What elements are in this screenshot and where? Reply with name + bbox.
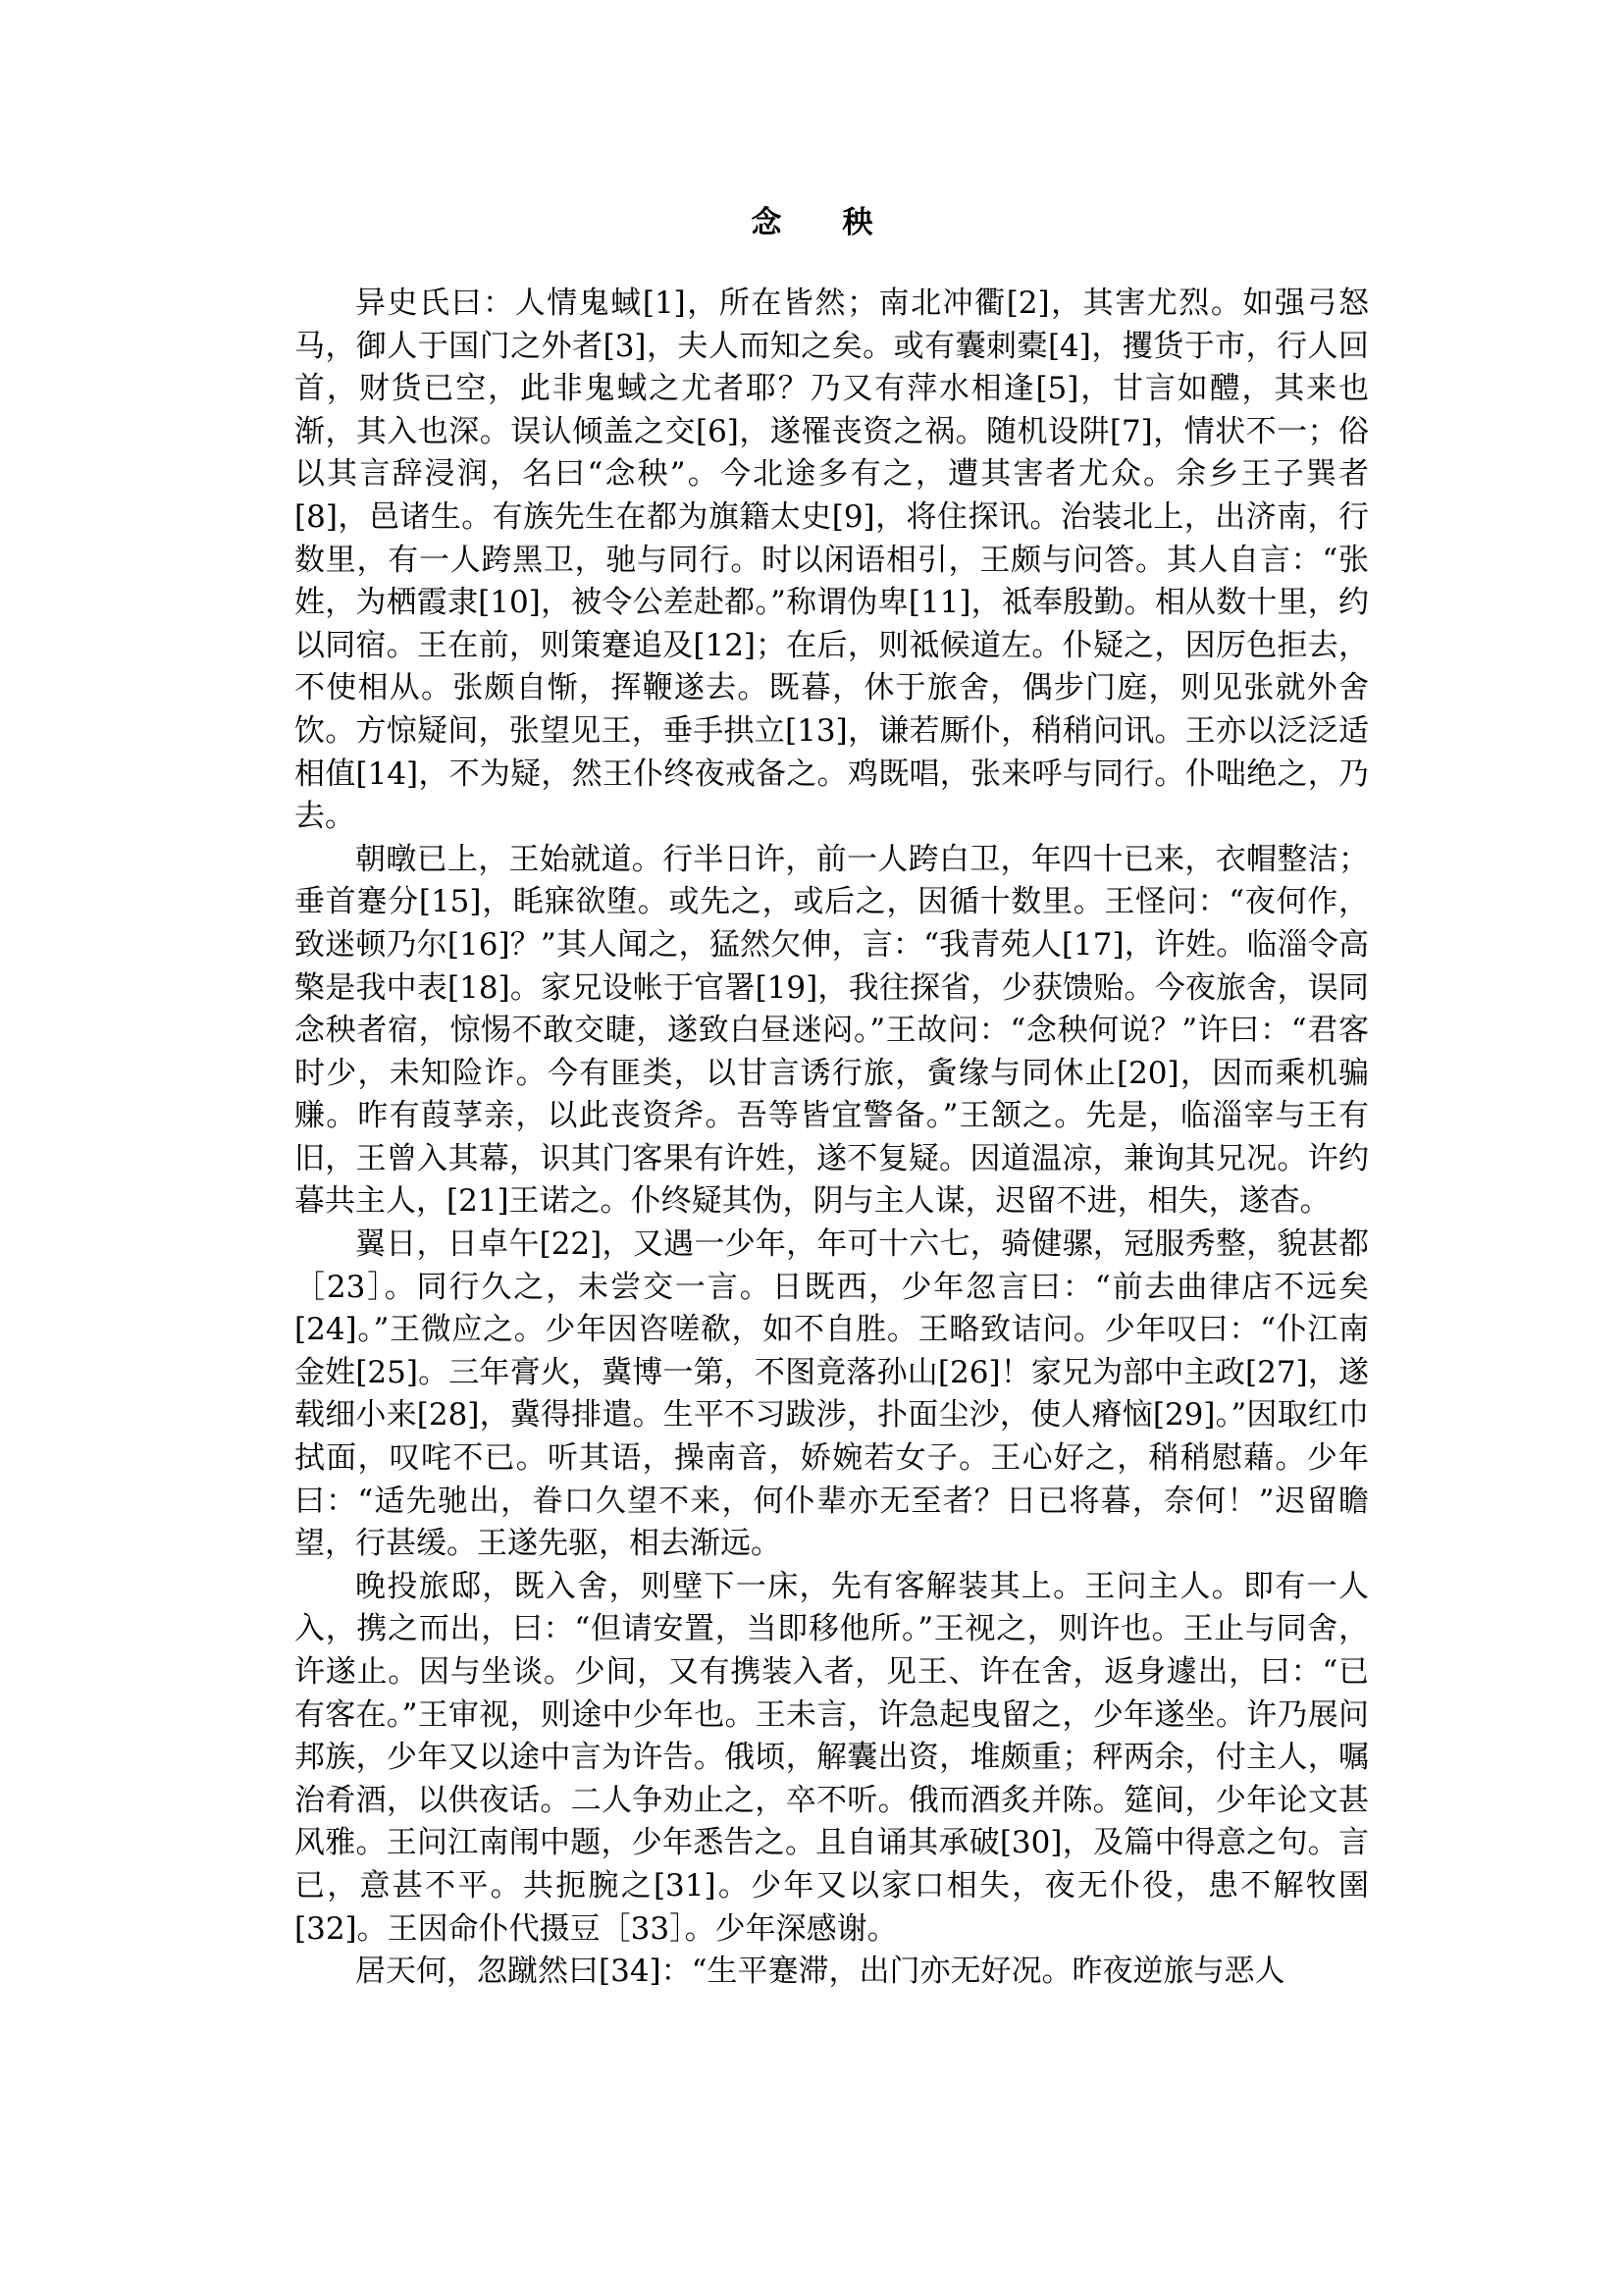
title-char-2: 秧 [842,205,873,240]
paragraph: 晚投旅邸，既入舍，则壁下一床，先有客解装其上。王问主人。即有一人入，携之而出，曰：“但请安置，当即移他所。”王视之，则许也。王止与同舍，许遂止。因与坐谈。少间，又有携装入者，见王、许在舍，返身遽出，曰：“已有客在。”王审视，则途中少年也。王未言，许急起曳留之，少年遂坐。许乃展问邦族，少年又以途中言为许告。俄顷，解囊出资，堆颇重；秤两余，付主人，嘱治肴酒，以供夜话。二人争劝止之，卒不听。俄而酒炙并陈。筵间，少年论文甚风雅。王问江南闱中题，少年悉告之。且自诵其承破[30]，及篇中得意之句。言已，意甚不平。共扼腕之[31]。少年又以家口相失，夜无仆役，患不解牧圉[32]。王因命仆代摄豆［33］。少年深感谢。 [294,1568,1369,1947]
page-title [0,199,1624,246]
paragraph: 翼日，日卓午[22]，又遇一少年，年可十六七，骑健骡，冠服秀整，貌甚都［23］。同行久之，未尝交一言。日既西，少年忽言曰：“前去曲律店不远矣[24]。”王微应之。少年因咨嗟欷，如不自胜。王略致诘问。少年叹曰：“仆江南金姓[25]。三年膏火，冀博一第，不图竟落孙山[26]！家兄为部中主政[27]，遂载细小来[28]，冀得排遣。生平不习跋涉，扑面尘沙，使人瘠恼[29]。”因取红巾拭面，叹咤不已。听其语，操南音，娇婉若女子。王心好之，稍稍慰藉。少年曰：“适先驰出，眷口久望不来，何仆辈亦无至者？日已将暮，奈何！”迟留瞻望，行甚缓。王遂先驱，相去渐远。 [294,1226,1369,1562]
paragraph: 居天何，忽蹴然曰[34]：“生平蹇滞，出门亦无好况。昨夜逆旅与恶人 [355,1954,1285,1990]
paragraph: 朝暾已上，王始就道。行半日许，前一人跨白卫，年四十已来，衣帽整洁；垂首蹇分[15]，眊寐欲堕。或先之，或后之，因循十数里。王怪问：“夜何作，致迷顿乃尔[16]？”其人闻之，猛然欠伸，言：“我青苑人[17]，许姓。临淄令高檠是我中表[18]。家兄设帐于官署[19]，我往探省，少获馈贻。今夜旅舍，误同念秧者宿，惊惕不敢交睫，遂致白昼迷闷。”王故问：“念秧何说？”许曰：“君客时少，未知险诈。今有匪类，以甘言诱行旅，夤缘与同休止[20]，因而乘机骗赚。昨有葭莩亲，以此丧资斧。吾等皆宜警备。”王颔之。先是，临淄宰与王有旧，王曾入其幕，识其门客果有许姓，遂不复疑。因道温凉，兼询其兄况。许约暮共主人，[21]王诺之。仆终疑其伪，阴与主人谋，迟留不进，相失，遂杳。 [294,841,1369,1220]
paragraph: 异史氏曰：人情鬼蜮[1]，所在皆然；南北冲衢[2]，其害尤烈。如强弓怒马，御人于国门之外者[3]，夫人而知之矣。或有囊刺橐[4]，攫货于市，行人回首，财货已空，此非鬼蜮之尤者耶？乃又有萍水相逢[5]，甘言如醴，其来也渐，其入也深。误认倾盖之交[6]，遂罹丧资之祸。随机设阱[7]，情状不一；俗以其言辞浸润，名曰“念秧”。今北途多有之，遭其害者尤众。余乡王子巽者[8]，邑诸生。有族先生在都为旗籍太史[9]，将住探讯。治装北上，出济南，行数里，有一人跨黑卫，驰与同行。时以闲语相引，王颇与问答。其人自言：“张姓，为栖霞隶[10]，被令公差赴都。”称谓伪卑[11]，祗奉殷勤。相从数十里，约以同宿。王在前，则策蹇追及[12]；在后，则祗候道左。仆疑之，因厉色拒去，不使相从。张颇自惭，挥鞭遂去。既暮，休于旅舍，偶步门庭，则见张就外舍饮。方惊疑间，张望见王，垂手拱立[13]，谦若厮仆，稍稍问讯。王亦以泛泛适相值[14]，不为疑，然王仆终夜戒备之。鸡既唱，张来呼与同行。仆咄绝之，乃去。 [294,286,1369,835]
title-char-1: 念 [751,205,782,240]
body-text [294,283,1369,1994]
